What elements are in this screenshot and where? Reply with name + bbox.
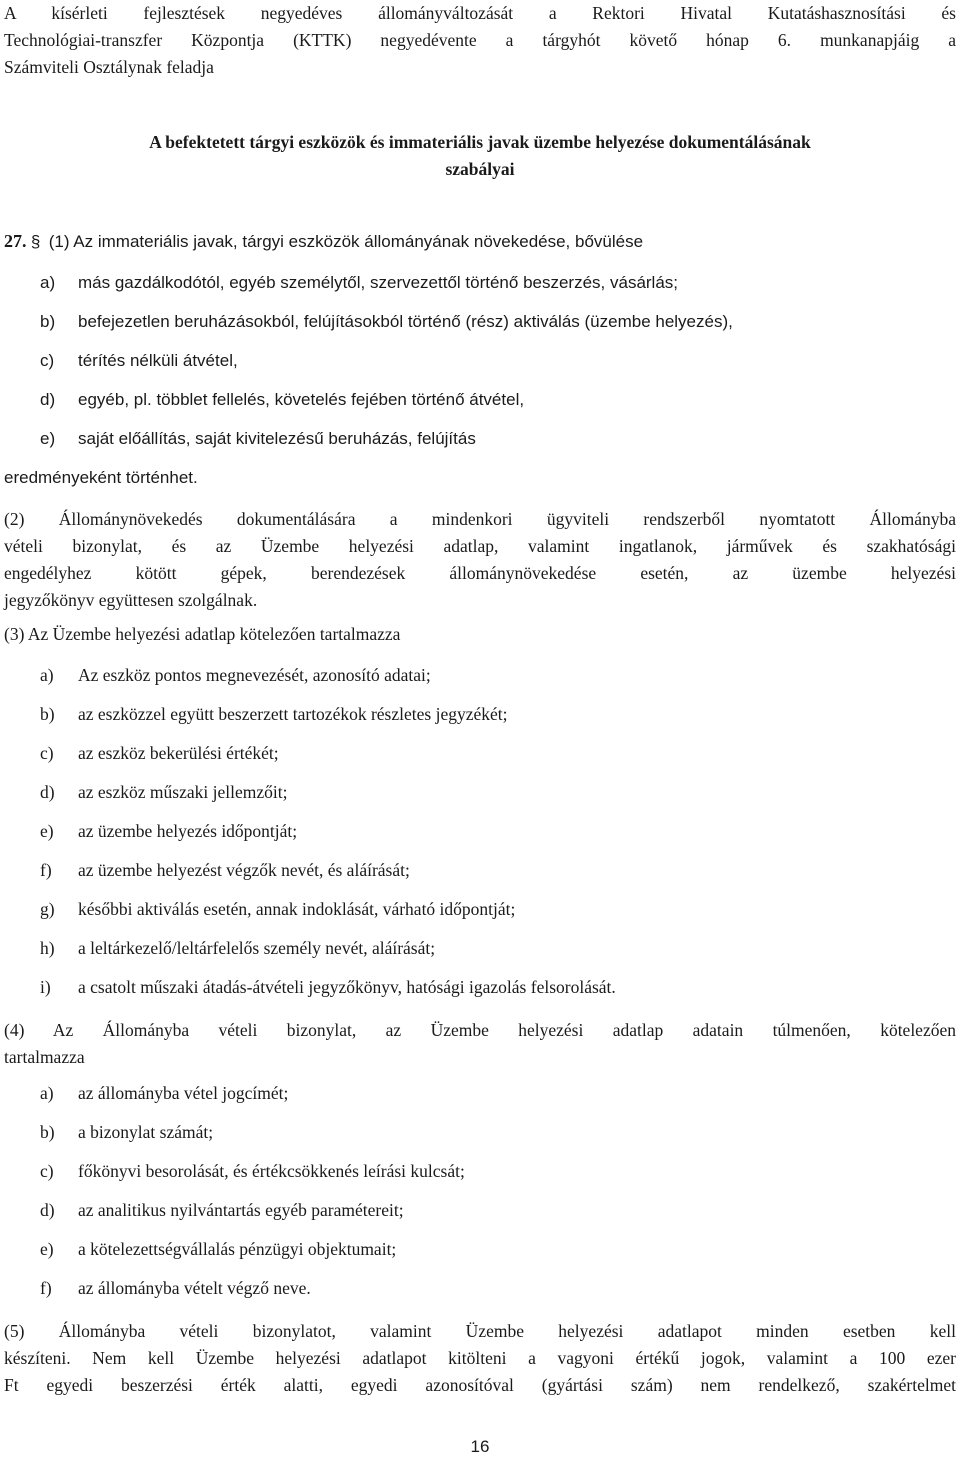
list-label: g) (40, 899, 55, 919)
list-label: d) (40, 1200, 55, 1220)
list-text: egyéb, pl. többlet fellelés, követelés fejében történő átvétel, (78, 390, 525, 409)
list-text: más gazdálkodótól, egyéb személytől, szervezettől történő beszerzés, vásárlás; (78, 273, 679, 292)
list-item (40, 704, 508, 725)
list-label: a) (40, 1083, 54, 1103)
list-text: az analitikus nyilvántartás egyéb paramétereit; (78, 1200, 404, 1220)
list-label: b) (40, 1122, 55, 1142)
list-label: f) (40, 860, 52, 880)
list-label: a) (40, 273, 56, 292)
list-text: befejezetlen beruházásokból, felújításokból történő (rész) aktiválás (üzembe helyezés), (78, 312, 733, 331)
intro-line-2: Technológiai-transzfer Központja (KTTK) negyedévente a tárgyhót követő hónap 6. munkanapjáig a (4, 30, 956, 50)
list-item (40, 860, 410, 881)
list-text: a bizonylat számát; (78, 1122, 214, 1142)
paragraph-line: (4) Az Állományba vételi bizonylat, az Üzembe helyezési adatlap adatain túlmenően, kötelezően (4, 1020, 956, 1040)
list-item (40, 1278, 311, 1299)
list-text: az eszköz műszaki jellemzőit; (78, 782, 288, 802)
list-label: i) (40, 977, 51, 997)
paragraph-line: (2) Állománynövekedés dokumentálására a mindenkori ügyviteli rendszerből nyomtatott Állományba (4, 509, 956, 529)
list-label: d) (40, 390, 56, 409)
paragraph-line: jegyzőkönyv együttesen szolgálnak. (4, 590, 258, 610)
list-label: b) (40, 312, 56, 331)
list-text: az eszközzel együtt beszerzett tartozékok részletes jegyzékét; (78, 704, 508, 724)
list-item (40, 429, 476, 449)
list-text: az üzembe helyezést végzők nevét, és aláírását; (78, 860, 410, 880)
list-item (40, 1083, 288, 1104)
list-item (40, 312, 733, 332)
list-label: a) (40, 665, 54, 685)
intro-paragraph (0, 0, 960, 81)
paragraph-line: tartalmazza (4, 1047, 85, 1067)
list-text: térítés nélküli átvétel, (78, 351, 238, 370)
list-text: az üzembe helyezés időpontját; (78, 821, 298, 841)
list-label: e) (40, 821, 54, 841)
paragraph-5 (0, 1318, 960, 1399)
paragraph-4-heading (0, 1017, 960, 1071)
list-label: b) (40, 704, 55, 724)
list-text: Az eszköz pontos megnevezését, azonosító adatai; (78, 665, 431, 685)
list-text: az állományba vétel jogcímét; (78, 1083, 289, 1103)
list-label: c) (40, 1161, 54, 1181)
list-item (40, 390, 524, 410)
list-item (40, 1161, 465, 1182)
list-item (40, 1239, 396, 1260)
list-item (40, 743, 279, 764)
page-number: 16 (470, 1437, 490, 1456)
intro-line-1: A kísérleti fejlesztések negyedéves állományváltozását a Rektori Hivatal Kutatáshasznosítási és (4, 3, 956, 23)
list-text: az állományba vételt végző neve. (78, 1278, 311, 1298)
list-item (40, 782, 287, 803)
section-number: 27. (4, 231, 27, 251)
intro-line-3: Számviteli Osztálynak feladja (4, 57, 214, 77)
list-item (40, 273, 678, 293)
paragraph-symbol: § (30, 232, 41, 251)
list-item (40, 977, 616, 998)
paragraph-3-heading: (3) Az Üzembe helyezési adatlap kötelezően tartalmazza (4, 624, 401, 644)
section-27-closing: eredményeként történhet. (4, 468, 198, 487)
list-item (40, 1200, 404, 1221)
section-27-heading (4, 231, 643, 252)
list-item (40, 665, 431, 686)
list-item (40, 899, 515, 920)
paragraph-line: készíteni. Nem kell Üzembe helyezési adatlapot kitölteni a vagyoni értékű jogok, valamint a 100 ezer (4, 1348, 956, 1368)
list-item (40, 821, 297, 842)
list-text: a kötelezettségvállalás pénzügyi objektumait; (78, 1239, 397, 1259)
list-item (40, 351, 238, 371)
section-27-subheading: (1) Az immateriális javak, tárgyi eszközök állományának növekedése, bővülése (48, 232, 644, 251)
list-text: főkönyvi besorolását, és értékcsökkenés leírási kulcsát; (78, 1161, 465, 1181)
list-text: későbbi aktiválás esetén, annak indoklását, várható időpontját; (78, 899, 516, 919)
list-label: f) (40, 1278, 52, 1298)
paragraph-line: engedélyhez kötött gépek, berendezések állománynövekedése esetén, az üzembe helyezési (4, 563, 956, 583)
list-label: e) (40, 429, 56, 448)
list-item (40, 938, 435, 959)
list-text: saját előállítás, saját kivitelezésű beruházás, felújítás (78, 429, 476, 448)
list-label: c) (40, 351, 55, 370)
section-title-line-1: A befektetett tárgyi eszközök és immateriális javak üzembe helyezése dokumentálásának (149, 132, 811, 152)
paragraph-2 (0, 506, 960, 614)
section-title-line-2: szabályai (445, 159, 515, 179)
list-label: h) (40, 938, 55, 958)
list-label: e) (40, 1239, 54, 1259)
list-label: d) (40, 782, 55, 802)
paragraph-line: vételi bizonylat, és az Üzembe helyezési adatlap, valamint ingatlanok, járművek és szakhatósági (4, 536, 956, 556)
list-text: az eszköz bekerülési értékét; (78, 743, 279, 763)
list-text: a csatolt műszaki átadás-átvételi jegyzőkönyv, hatósági igazolás felsorolását. (78, 977, 616, 997)
paragraph-line: Ft egyedi beszerzési érték alatti, egyedi azonosítóval (gyártási szám) nem rendelkező, szakértelmet (4, 1375, 956, 1395)
list-item (40, 1122, 213, 1143)
list-label: c) (40, 743, 54, 763)
list-text: a leltárkezelő/leltárfelelős személy nevét, aláírását; (78, 938, 436, 958)
paragraph-line: (5) Állományba vételi bizonylatot, valamint Üzembe helyezési adatlapot minden esetben kell (4, 1321, 956, 1341)
